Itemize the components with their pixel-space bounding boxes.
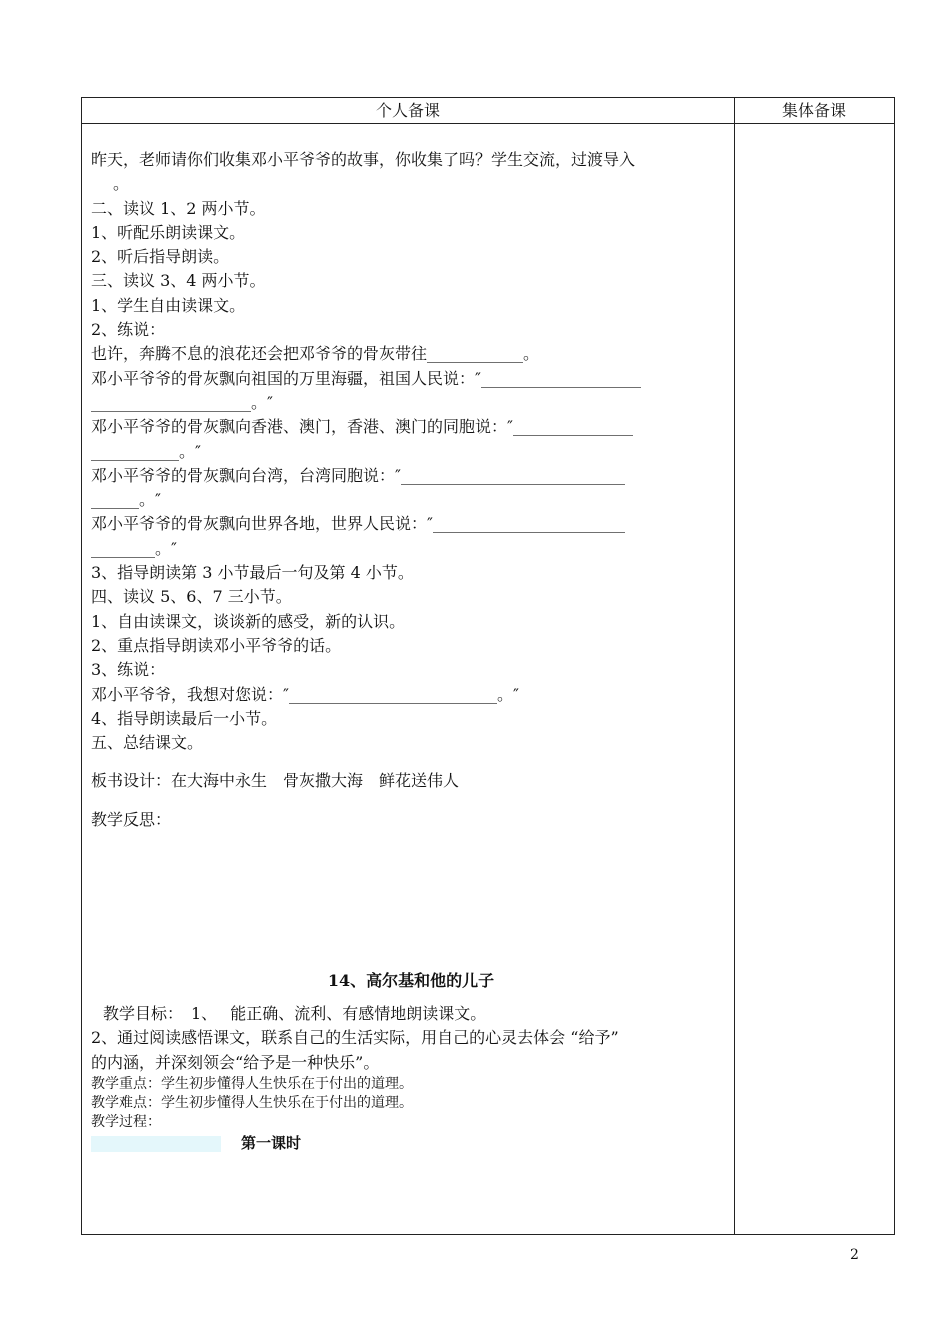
- teaching-key-point: 教学重点：学生初步懂得人生快乐在于付出的道理。: [91, 1075, 413, 1092]
- personal-prep-content: [91, 148, 731, 1154]
- column-divider: [734, 98, 735, 1234]
- text-line: 1、学生自由读课文。: [91, 295, 246, 315]
- teaching-reflection-label: 教学反思：: [91, 809, 172, 829]
- highlight-bar: [91, 1136, 221, 1152]
- text-line: 1、自由读课文，谈谈新的感受，新的认识。: [91, 611, 406, 631]
- teaching-goal-2-cont: 的内涵，并深刻领会“给予是一种快乐”。: [91, 1052, 380, 1072]
- page-number: 2: [850, 1247, 859, 1263]
- text-line: 邓小平爷爷的骨灰飘向台湾，台湾同胞说：″____________________________: [91, 465, 625, 485]
- text-line: 4、指导朗读最后一小节。: [91, 708, 278, 728]
- teaching-goal-1: 教学目标： 1、 能正确、流利、有感情地朗读课文。: [103, 1004, 487, 1024]
- teaching-difficult-point: 教学难点：学生初步懂得人生快乐在于付出的道理。: [91, 1094, 413, 1111]
- text-line: 2、练说：: [91, 320, 166, 340]
- text-line: 四、读议 5、6、7 三小节。: [91, 587, 292, 607]
- text-line: 五、总结课文。: [91, 733, 204, 753]
- period-row: [91, 1132, 731, 1154]
- text-line: ___________。″: [91, 441, 201, 461]
- period-label: 第一课时: [241, 1133, 302, 1152]
- header-divider: [82, 123, 894, 124]
- header-personal-prep: 个人备课: [375, 101, 440, 120]
- text-line: ____________________。″: [91, 392, 273, 412]
- text-line: 3、练说：: [91, 660, 166, 680]
- text-line: 三、读议 3、4 两小节。: [91, 271, 266, 291]
- text-line: ________。″: [91, 538, 177, 558]
- text-line: 邓小平爷爷，我想对您说：″__________________________。″: [91, 684, 519, 704]
- text-line: 1、听配乐朗读课文。: [91, 222, 246, 242]
- text-line: 。: [113, 174, 130, 194]
- text-line: 2、重点指导朗读邓小平爷爷的话。: [91, 635, 342, 655]
- text-line: 2、听后指导朗读。: [91, 247, 230, 267]
- text-line: 二、读议 1、2 两小节。: [91, 198, 266, 218]
- text-line: 邓小平爷爷的骨灰飘向祖国的万里海疆，祖国人民说：″____________________: [91, 368, 641, 388]
- text-line: 昨天，老师请你们收集邓小平爷爷的故事，你收集了吗？学生交流，过渡导入: [91, 150, 636, 169]
- header-collective-prep: 集体备课: [781, 101, 846, 120]
- text-line: 邓小平爷爷的骨灰飘向香港、澳门，香港、澳门的同胞说：″_______________: [91, 417, 633, 437]
- text-line: 也许，奔腾不息的浪花还会把邓爷爷的骨灰带往____________。: [91, 344, 540, 364]
- teaching-process-label: 教学过程：: [91, 1113, 161, 1130]
- text-line: 3、指导朗读第 3 小节最后一句及第 4 小节。: [91, 563, 414, 583]
- lesson-title: 14、高尔基和他的儿子: [327, 971, 495, 991]
- teaching-goal-2: 2、通过阅读感悟课文，联系自己的生活实际，用自己的心灵去体会 “给予”: [91, 1028, 619, 1048]
- text-line: ______。″: [91, 490, 161, 510]
- lesson-plan-table: [81, 97, 895, 1235]
- board-design: 板书设计：在大海中永生 骨灰撒大海 鲜花送伟人: [91, 771, 460, 791]
- text-line: 邓小平爷爷的骨灰飘向世界各地，世界人民说：″________________________: [91, 514, 625, 534]
